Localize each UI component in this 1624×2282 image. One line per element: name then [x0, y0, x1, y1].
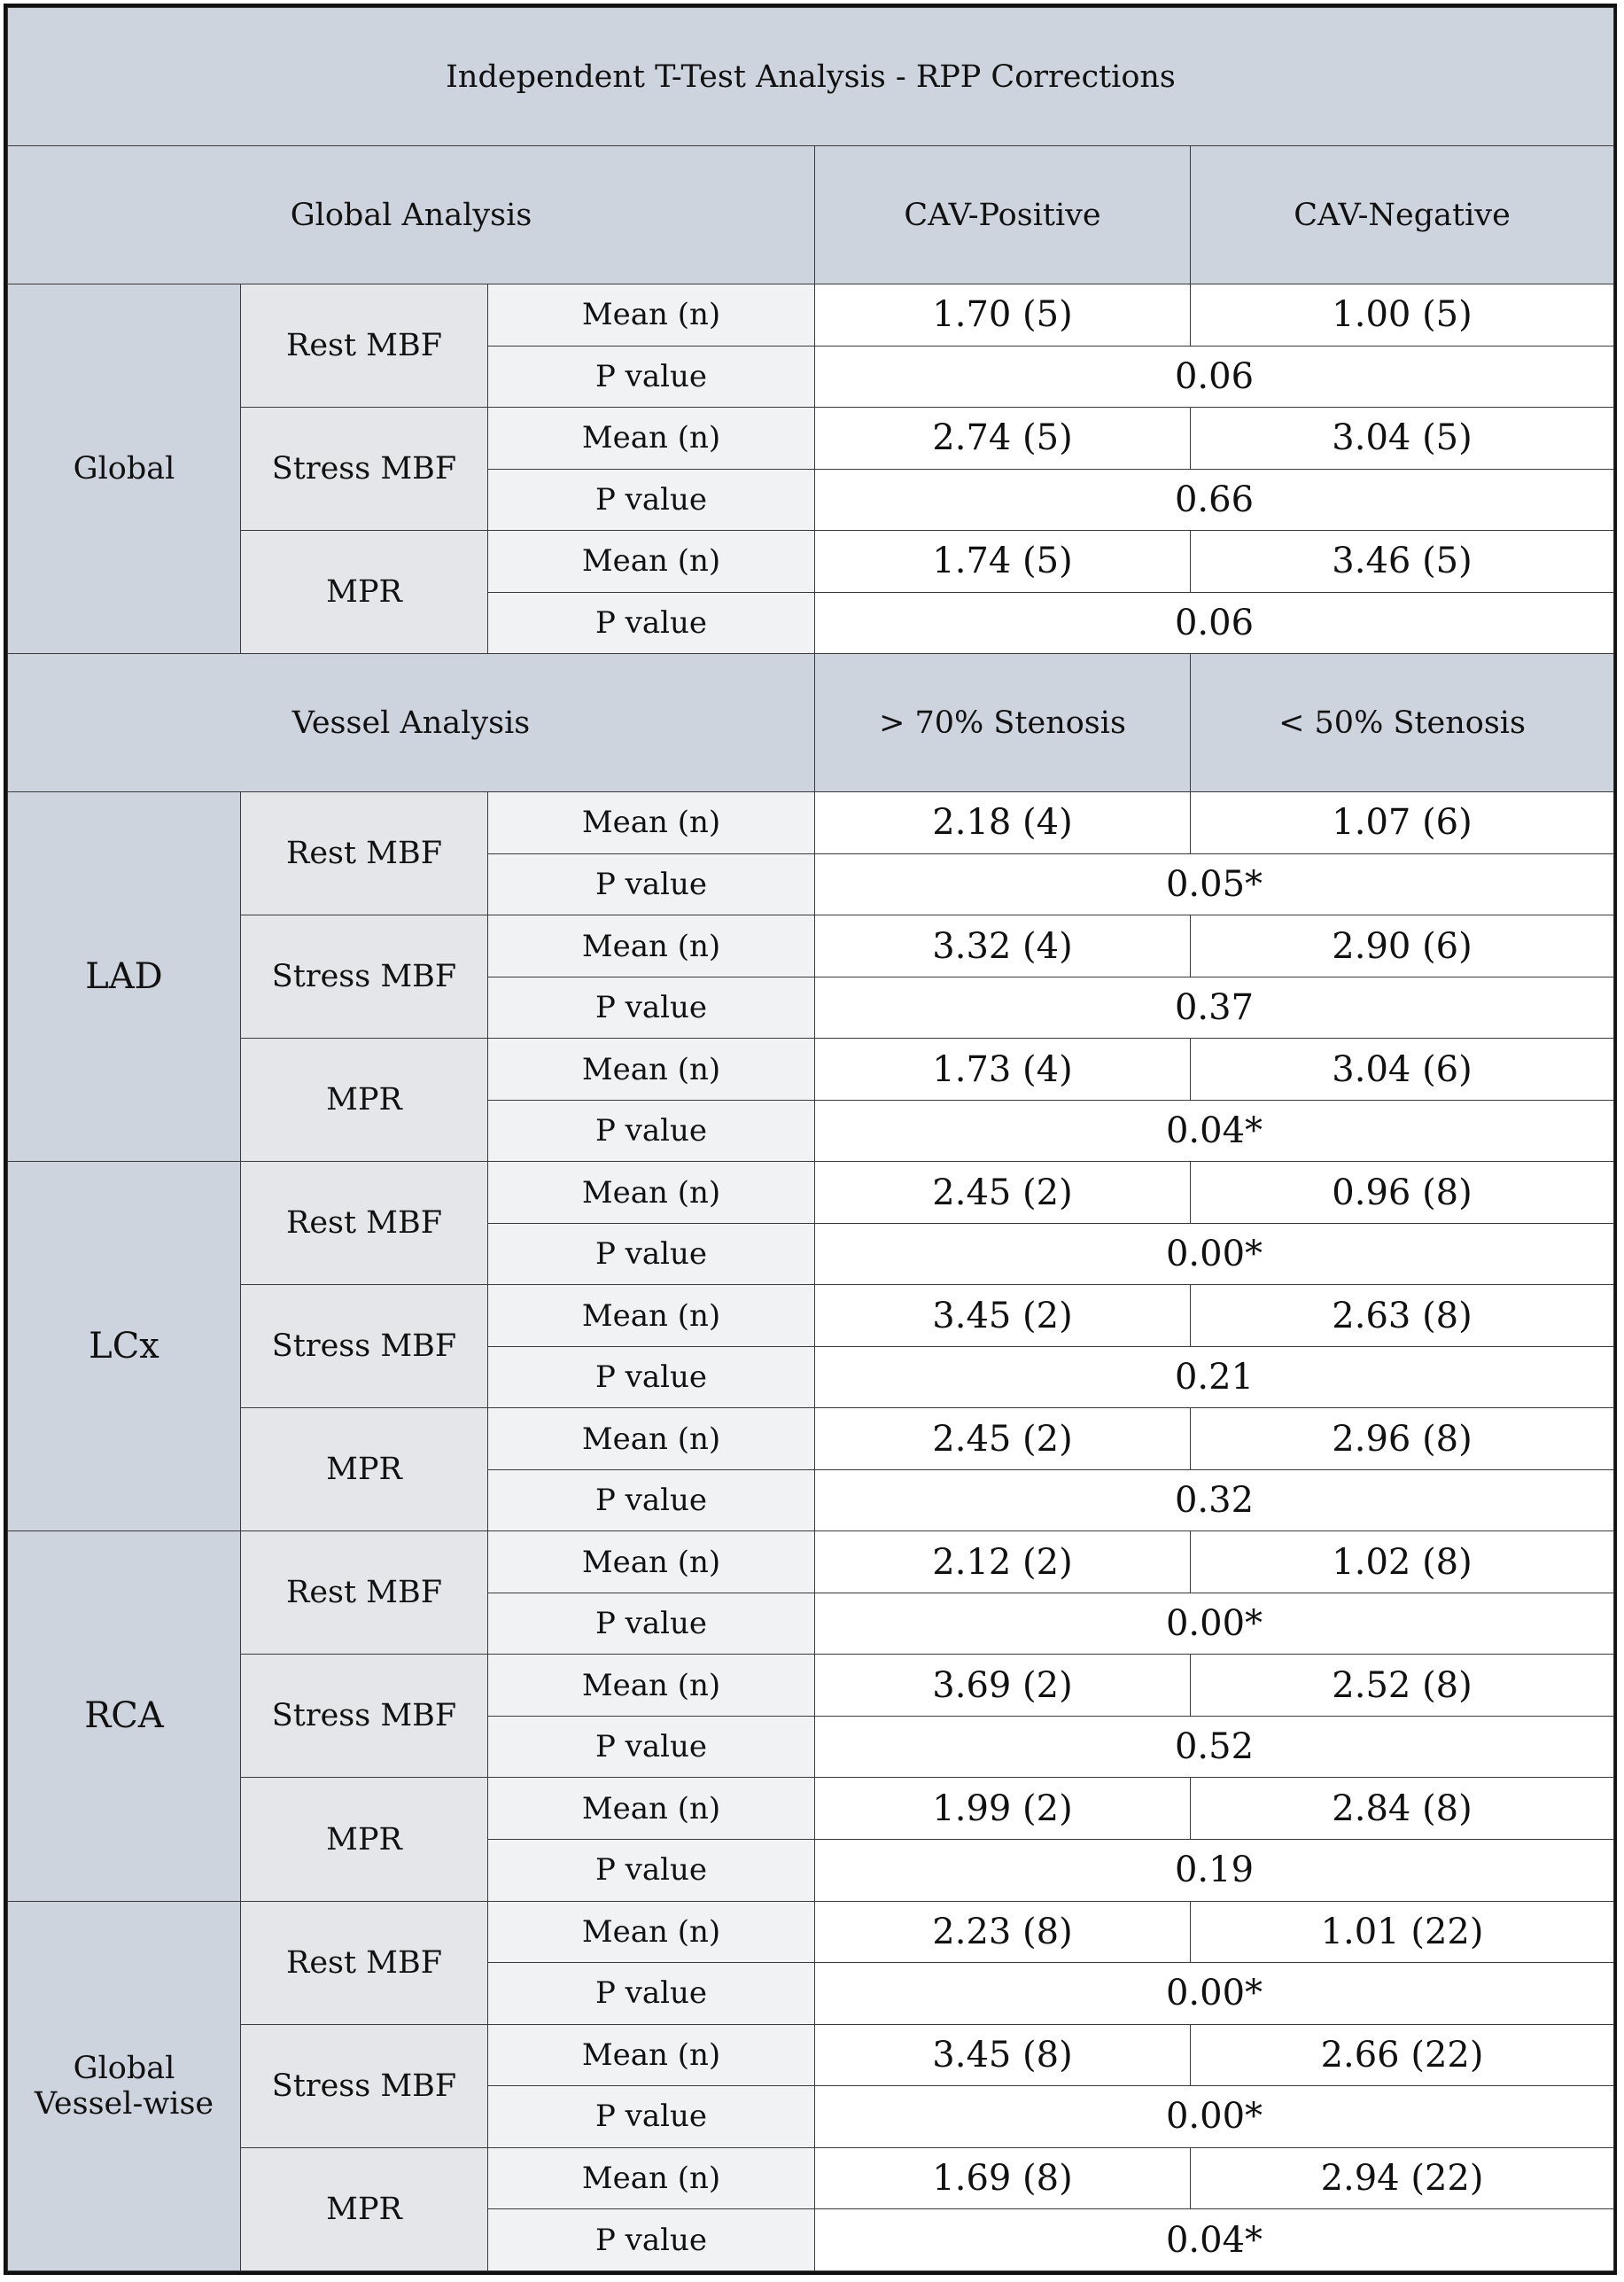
value-col1: 2.12 (2): [815, 1531, 1191, 1593]
value-col1: 3.69 (2): [815, 1655, 1191, 1717]
group-label-lad: LAD: [8, 792, 241, 1162]
mean-label: Mean (n): [488, 1901, 815, 1963]
p-value: 0.00*: [815, 1963, 1614, 2025]
p-value-label: P value: [488, 346, 815, 408]
p-value-label: P value: [488, 1346, 815, 1408]
mean-label: Mean (n): [488, 2147, 815, 2209]
p-value: 0.04*: [815, 2209, 1614, 2271]
p-value: 0.19: [815, 1840, 1614, 1902]
group-label-lcx: LCx: [8, 1162, 241, 1531]
p-value-label: P value: [488, 592, 815, 654]
value-col2: 3.46 (5): [1191, 531, 1614, 593]
mean-label: Mean (n): [488, 1778, 815, 1840]
p-value-label: P value: [488, 1963, 815, 2025]
mean-label: Mean (n): [488, 1655, 815, 1717]
metric-label: Rest MBF: [241, 1901, 488, 2024]
p-value-label: P value: [488, 1593, 815, 1655]
mean-label: Mean (n): [488, 1039, 815, 1101]
p-value: 0.00*: [815, 1223, 1614, 1285]
metric-label: MPR: [241, 1778, 488, 1901]
value-col2: 3.04 (6): [1191, 1039, 1614, 1101]
p-value: 0.52: [815, 1716, 1614, 1778]
value-col1: 1.74 (5): [815, 531, 1191, 593]
p-value: 0.06: [815, 592, 1614, 654]
mean-label: Mean (n): [488, 792, 815, 854]
value-col2: 0.96 (8): [1191, 1162, 1614, 1224]
mean-label: Mean (n): [488, 2024, 815, 2086]
p-value: 0.05*: [815, 853, 1614, 915]
p-value-label: P value: [488, 2209, 815, 2271]
mean-label: Mean (n): [488, 1408, 815, 1470]
metric-label: Rest MBF: [241, 1162, 488, 1285]
table-row: [8, 915, 1614, 977]
table-row: [8, 408, 1614, 470]
value-col1: 1.69 (8): [815, 2147, 1191, 2209]
p-value-label: P value: [488, 977, 815, 1039]
table-row: [8, 1655, 1614, 1717]
metric-label: Stress MBF: [241, 2024, 488, 2147]
p-value: 0.06: [815, 346, 1614, 408]
value-col2: 2.63 (8): [1191, 1285, 1614, 1347]
table-row: [8, 1531, 1614, 1593]
p-value: 0.04*: [815, 1100, 1614, 1162]
table-row: [8, 531, 1614, 593]
table-row: [8, 792, 1614, 854]
value-col2: 1.07 (6): [1191, 792, 1614, 854]
value-col1: 1.73 (4): [815, 1039, 1191, 1101]
mean-label: Mean (n): [488, 408, 815, 470]
value-col1: 2.45 (2): [815, 1162, 1191, 1224]
group-label-rca: RCA: [8, 1531, 241, 1901]
p-value-label: P value: [488, 1469, 815, 1531]
p-value: 0.00*: [815, 1593, 1614, 1655]
table-row: [8, 1285, 1614, 1347]
value-col2: 1.02 (8): [1191, 1531, 1614, 1593]
metric-label: Stress MBF: [241, 915, 488, 1039]
table-row: [8, 2147, 1614, 2209]
metric-label: MPR: [241, 1408, 488, 1531]
value-col1: 2.45 (2): [815, 1408, 1191, 1470]
section-header: Vessel Analysis: [8, 654, 815, 792]
metric-label: Stress MBF: [241, 408, 488, 531]
table-row: [8, 284, 1614, 347]
p-value-label: P value: [488, 1100, 815, 1162]
table-row: [8, 1162, 1614, 1224]
column-header-1: > 70% Stenosis: [815, 654, 1191, 792]
ttest-table: [7, 7, 1614, 2271]
p-value: 0.21: [815, 1346, 1614, 1408]
column-header-1: CAV-Positive: [815, 146, 1191, 284]
p-value-label: P value: [488, 1223, 815, 1285]
value-col1: 3.45 (8): [815, 2024, 1191, 2086]
mean-label: Mean (n): [488, 1162, 815, 1224]
metric-label: Stress MBF: [241, 1655, 488, 1778]
group-label-global: Global: [8, 284, 241, 654]
value-col1: 2.18 (4): [815, 792, 1191, 854]
column-header-2: < 50% Stenosis: [1191, 654, 1614, 792]
value-col1: 3.45 (2): [815, 1285, 1191, 1347]
p-value: 0.37: [815, 977, 1614, 1039]
group-label-global-vessel-wise: Global Vessel-wise: [8, 1901, 241, 2270]
p-value-label: P value: [488, 1840, 815, 1902]
value-col2: 3.04 (5): [1191, 408, 1614, 470]
section-header: Global Analysis: [8, 146, 815, 284]
mean-label: Mean (n): [488, 915, 815, 977]
table-row: [8, 2024, 1614, 2086]
value-col2: 2.84 (8): [1191, 1778, 1614, 1840]
metric-label: Rest MBF: [241, 284, 488, 408]
metric-label: MPR: [241, 531, 488, 654]
value-col2: 2.96 (8): [1191, 1408, 1614, 1470]
p-value-label: P value: [488, 469, 815, 531]
table-row: [8, 1778, 1614, 1840]
value-col2: 1.00 (5): [1191, 284, 1614, 347]
value-col2: 1.01 (22): [1191, 1901, 1614, 1963]
value-col1: 1.70 (5): [815, 284, 1191, 347]
value-col2: 2.90 (6): [1191, 915, 1614, 977]
p-value-label: P value: [488, 853, 815, 915]
value-col2: 2.94 (22): [1191, 2147, 1614, 2209]
table-row: [8, 1408, 1614, 1470]
mean-label: Mean (n): [488, 531, 815, 593]
section-header-row: [8, 654, 1614, 792]
value-col2: 2.66 (22): [1191, 2024, 1614, 2086]
value-col1: 2.23 (8): [815, 1901, 1191, 1963]
p-value-label: P value: [488, 2086, 815, 2148]
p-value: 0.66: [815, 469, 1614, 531]
column-header-2: CAV-Negative: [1191, 146, 1614, 284]
table-frame: [4, 4, 1617, 2275]
mean-label: Mean (n): [488, 284, 815, 347]
metric-label: MPR: [241, 2147, 488, 2270]
table-row: [8, 1901, 1614, 1963]
p-value-label: P value: [488, 1716, 815, 1778]
table-title: Independent T-Test Analysis - RPP Corrections: [8, 8, 1614, 146]
value-col1: 3.32 (4): [815, 915, 1191, 977]
metric-label: Rest MBF: [241, 1531, 488, 1655]
value-col2: 2.52 (8): [1191, 1655, 1614, 1717]
table-row: [8, 1039, 1614, 1101]
mean-label: Mean (n): [488, 1285, 815, 1347]
value-col1: 1.99 (2): [815, 1778, 1191, 1840]
metric-label: MPR: [241, 1039, 488, 1162]
p-value: 0.00*: [815, 2086, 1614, 2148]
metric-label: Rest MBF: [241, 792, 488, 915]
metric-label: Stress MBF: [241, 1285, 488, 1408]
mean-label: Mean (n): [488, 1531, 815, 1593]
p-value: 0.32: [815, 1469, 1614, 1531]
value-col1: 2.74 (5): [815, 408, 1191, 470]
section-header-row: [8, 146, 1614, 284]
